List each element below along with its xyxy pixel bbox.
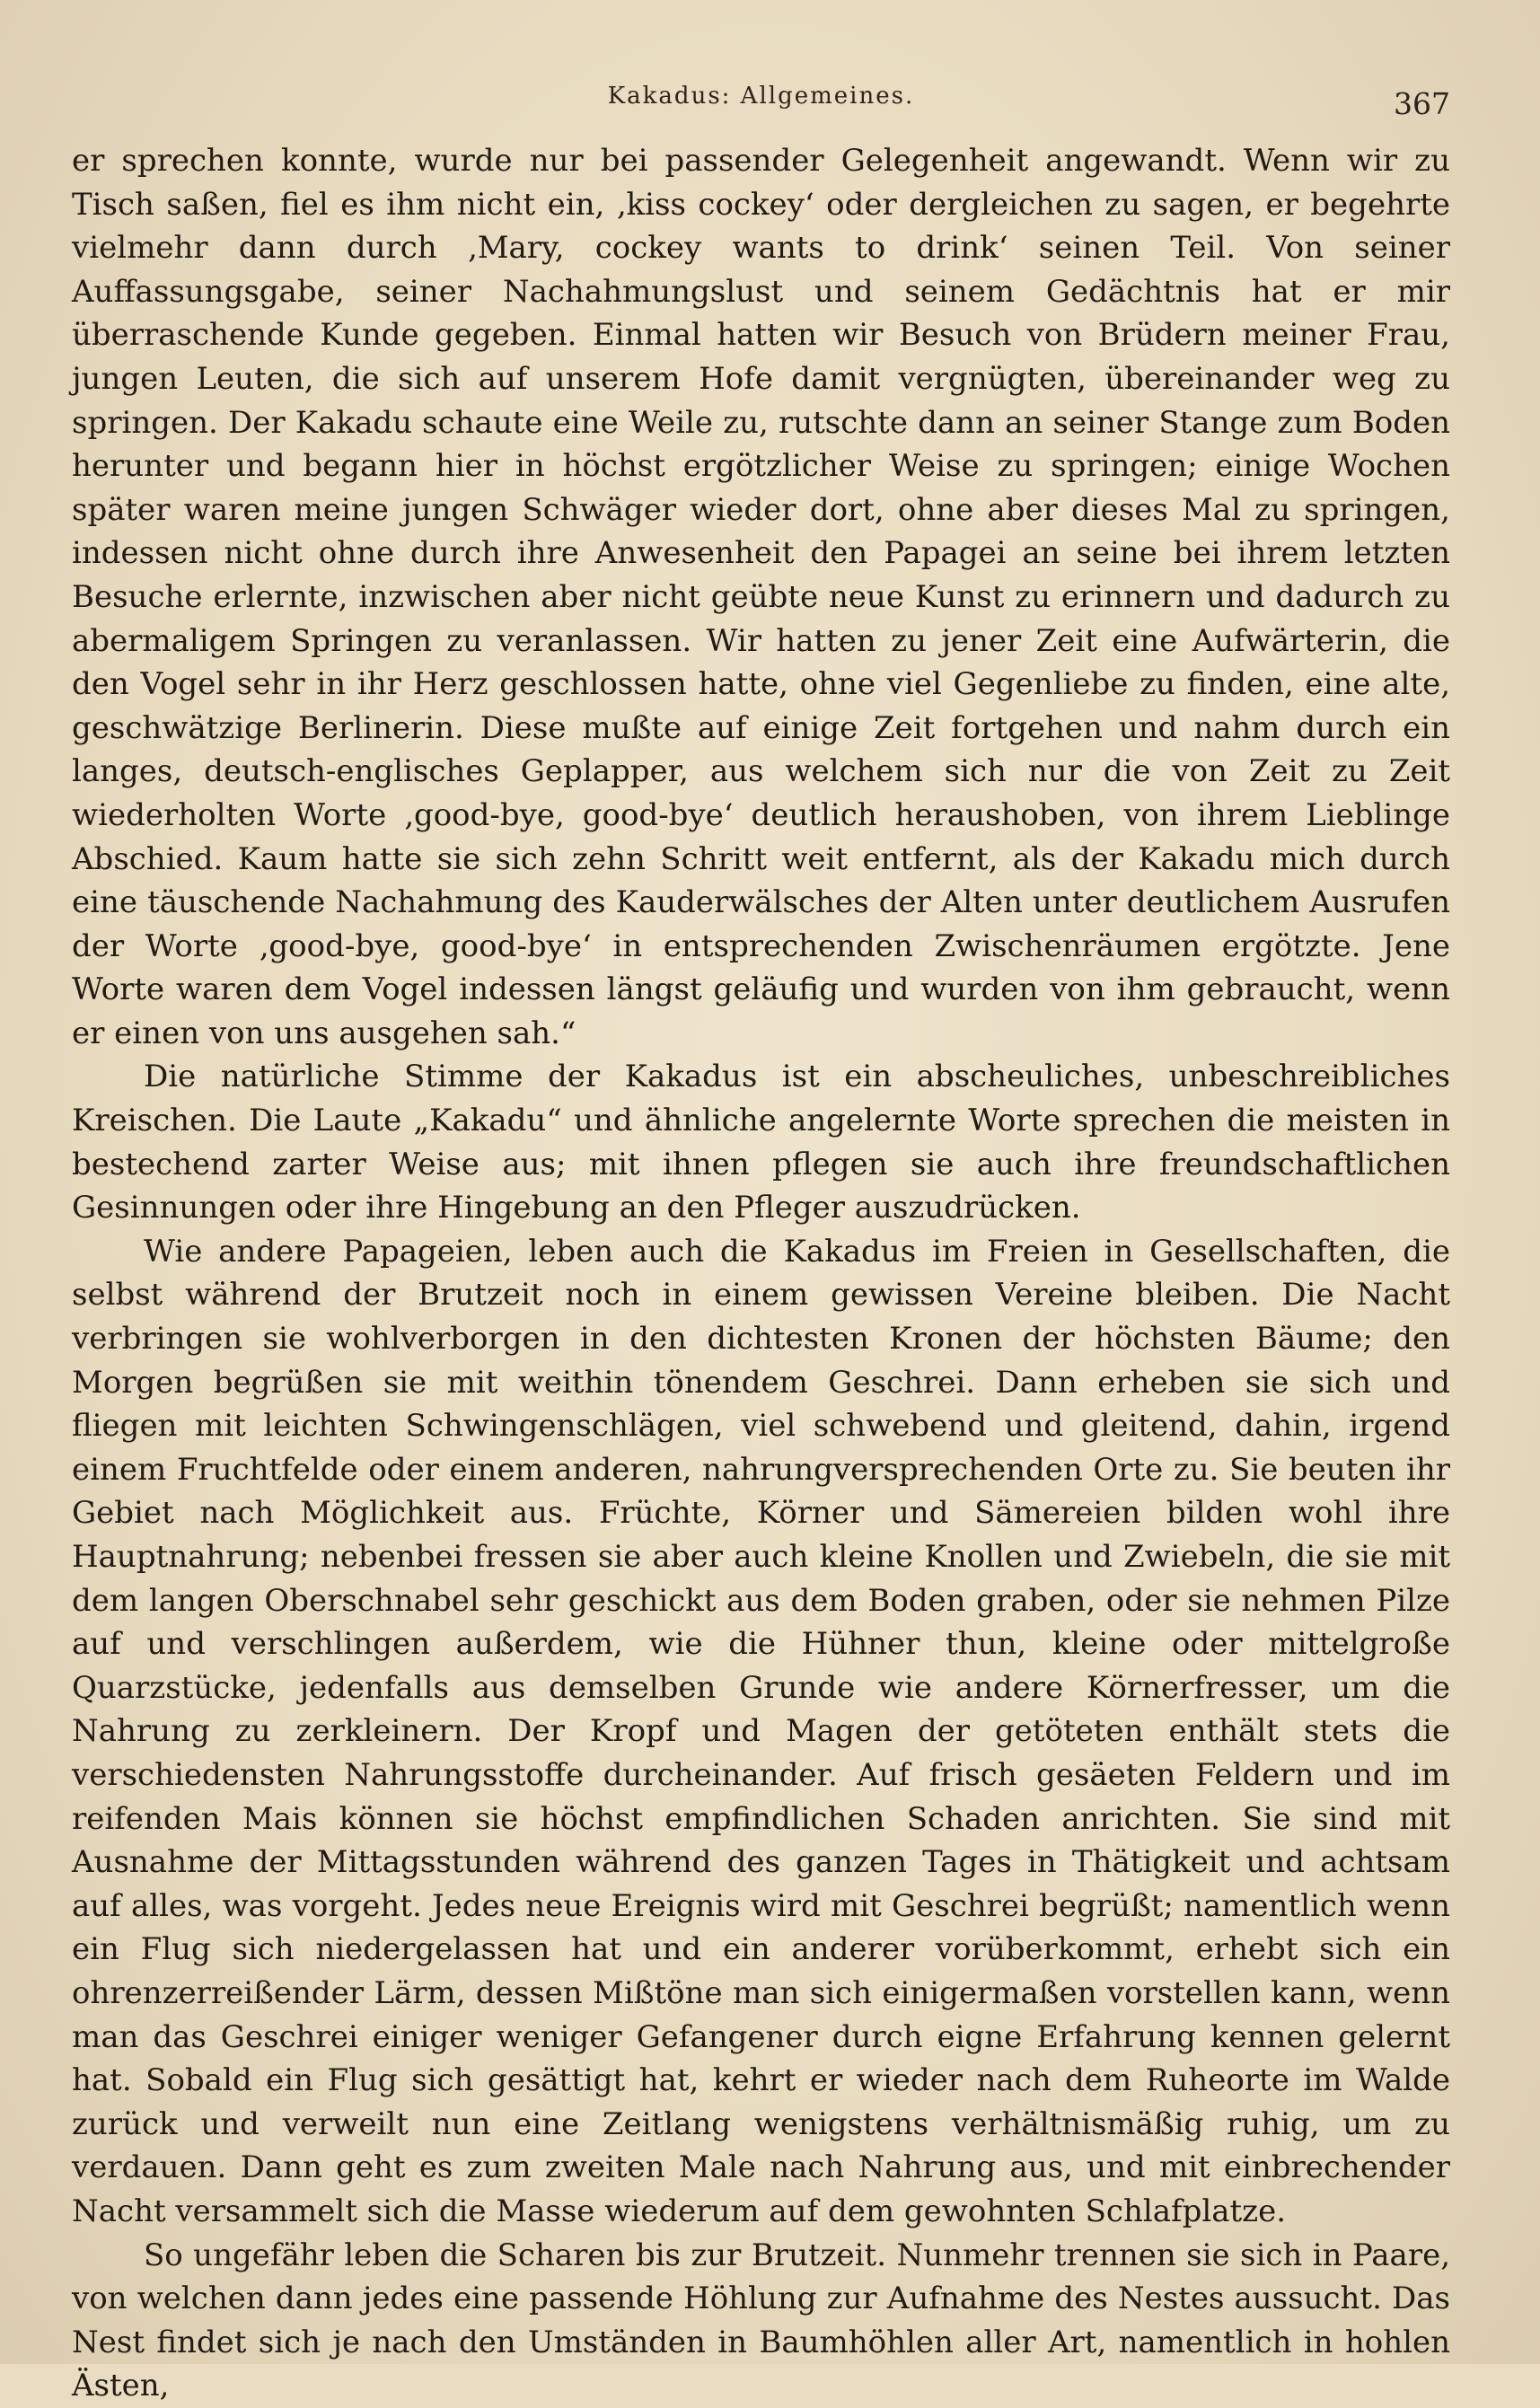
paragraph-3: Wie andere Papageien, leben auch die Kakadus im Freien in Gesellschaften, die selbst während der Brutzeit noch in einem gewissen Vereine bleiben. Die Nacht verbringen sie wohlverborgen in den dichtesten Kronen der höchsten Bäume; den Morgen begrüßen sie mit weithin tönendem Geschrei. Dann erheben sie sich und fliegen mit leichten Schwingenschlägen, viel schwebend und gleitend, dahin, irgend einem Fruchtfelde oder einem anderen, nahrungversprechenden Orte zu. Sie beuten ihr Gebiet nach Möglichkeit aus. Früchte, Körner und Sämereien bilden wohl ihre Hauptnahrung; nebenbei fressen sie aber auch kleine Knollen und Zwiebeln, die sie mit dem langen Oberschnabel sehr geschickt aus dem Boden graben, oder sie nehmen Pilze auf und verschlingen außerdem, wie die Hühner thun, kleine oder mittelgroße Quarzstücke, jedenfalls aus demselben Grunde wie andere Körnerfresser, um die Nahrung zu zerkleinern. Der Kropf und Magen der getöteten enthält stets die verschiedensten Nahrungsstoffe durcheinander. Auf frisch gesäeten Feldern und im reifenden Mais können sie höchst empfindlichen Schaden anrichten. Sie sind mit Ausnahme der Mittagsstunden während des ganzen Tages in Thätigkeit und achtsam auf alles, was vorgeht. Jedes neue Ereignis wird mit Geschrei begrüßt; namentlich wenn ein Flug sich niedergelassen hat und ein anderer vorüberkommt, erhebt sich ein ohrenzerreißender Lärm, dessen Mißtöne man sich einigermaßen vorstellen kann, wenn man das Geschrei einiger weniger Gefangener durch eigne Erfahrung kennen gelernt hat. Sobald ein Flug sich gesättigt hat, kehrt er wieder nach dem Ruheorte im Walde zurück und verweilt nun eine Zeitlang wenigstens verhältnismäßig ruhig, um zu verdauen. Dann geht es zum zweiten Male nach Nahrung aus, und mit einbrechender Nacht versammelt sich die Masse wiederum auf dem gewohnten Schlafplatze. [72,1233,1450,2229]
page-number: 367 [1394,86,1450,121]
paragraph-4: So ungefähr leben die Scharen bis zur Brutzeit. Nunmehr trennen sie sich in Paare, von welchen dann jedes eine passende Höhlung zur Aufnahme des Nestes aussucht. Das Nest findet sich je nach den Umständen in Baumhöhlen aller Art, namentlich in hohlen Ästen, [72,2237,1450,2404]
paragraph-1: er sprechen konnte, wurde nur bei passender Gelegenheit angewandt. Wenn wir zu Tisch saßen, fiel es ihm nicht ein, ‚kiss cockey‘ oder dergleichen zu sagen, er begehrte vielmehr dann durch ‚Mary, cockey wants to drink‘ seinen Teil. Von seiner Auffassungsgabe, seiner Nachahmungslust und seinem Gedächtnis hat er mir überraschende Kunde gegeben. Einmal hatten wir Besuch von Brüdern meiner Frau, jungen Leuten, die sich auf unserem Hofe damit vergnügten, übereinander weg zu springen. Der Kakadu schaute eine Weile zu, rutschte dann an seiner Stange zum Boden herunter und begann hier in höchst ergötzlicher Weise zu springen; einige Wochen später waren meine jungen Schwäger wieder dort, ohne aber dieses Mal zu springen, indessen nicht ohne durch ihre Anwesenheit den Papagei an seine bei ihrem letzten Besuche erlernte, inzwischen aber nicht geübte neue Kunst zu erinnern und dadurch zu abermaligem Springen zu veranlassen. Wir hatten zu jener Zeit eine Aufwärterin, die den Vogel sehr in ihr Herz geschlossen hatte, ohne viel Gegenliebe zu finden, eine alte, geschwätzige Berlinerin. Diese mußte auf einige Zeit fortgehen und nahm durch ein langes, deutsch-englisches Geplapper, aus welchem sich nur die von Zeit zu Zeit wiederholten Worte ‚good-bye, good-bye‘ deutlich heraushoben, von ihrem Lieblinge Abschied. Kaum hatte sie sich zehn Schritt weit entfernt, als der Kakadu mich durch eine täuschende Nachahmung des Kauderwälsches der Alten unter deutlichem Ausrufen der Worte ‚good-bye, good-bye‘ in entsprechenden Zwischenräumen ergötzte. Jene Worte waren dem Vogel indessen längst geläufig und wurden von ihm gebraucht, wenn er einen von uns ausgehen sah.“ [72,143,1450,1051]
paragraph-2: Die natürliche Stimme der Kakadus ist ein abscheuliches, unbeschreibliches Kreischen. Die Laute „Kakadu“ und ähnliche angelernte Worte sprechen die meisten in bestechend zarter Weise aus; mit ihnen pflegen sie auch ihre freundschaftlichen Gesinnungen oder ihre Hingebung an den Pfleger auszudrücken. [72,1059,1450,1226]
page-body [72,139,1450,2408]
running-head: Kakadus: Allgemeines. [607,83,915,110]
page-header [72,83,1450,127]
